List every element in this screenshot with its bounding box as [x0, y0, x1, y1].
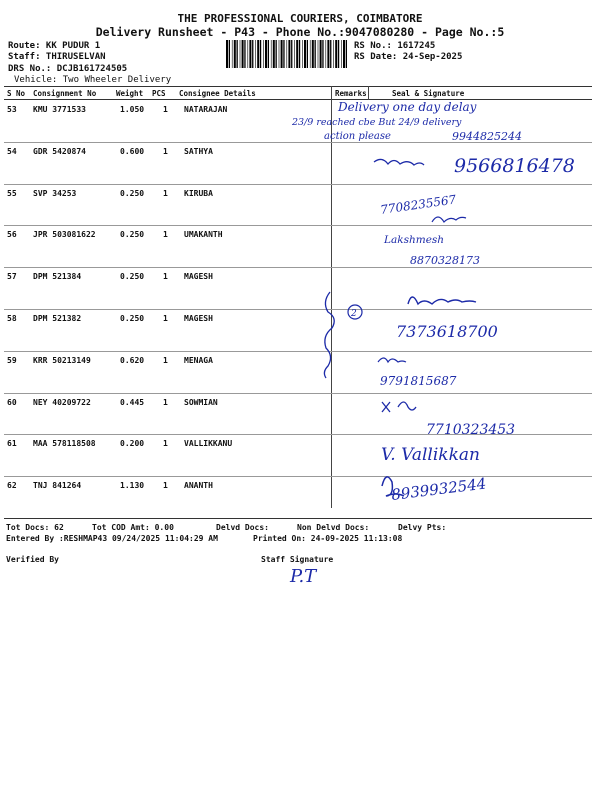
- cell-pcs: 1: [163, 146, 168, 156]
- hw-r61-name: V. Vallikkan: [381, 445, 480, 465]
- cell-consignee: MENAGA: [184, 355, 213, 365]
- cell-consignee: ANANTH: [184, 481, 213, 491]
- rs-date: RS Date: 24-Sep-2025: [354, 52, 463, 62]
- col-consignment: Consignment No: [33, 89, 97, 98]
- cell-weight: 0.250: [120, 230, 145, 240]
- hw-r53-line3: action please: [324, 131, 391, 142]
- non-delivered-docs: Non Delvd Docs:: [297, 523, 370, 532]
- cell-pcs: 1: [163, 355, 168, 365]
- cell-sno: 60: [7, 397, 17, 407]
- cell-pcs: 1: [163, 105, 168, 114]
- cell-consignee: UMAKANTH: [184, 230, 223, 240]
- hw-r60-phone: 7710323453: [426, 422, 516, 438]
- hw-r54-phone: 9566816478: [454, 155, 575, 177]
- cell-sno: 57: [7, 272, 17, 282]
- delivered-docs: Delvd Docs:: [216, 523, 269, 532]
- cell-consignee: SOWMIAN: [184, 397, 218, 407]
- signature-r55: [432, 217, 466, 222]
- col-weight: Weight: [116, 89, 144, 98]
- col-seal-signature: Seal & Signature: [392, 89, 465, 98]
- cell-consignee: MAGESH: [184, 314, 213, 323]
- cell-sno: 58: [7, 314, 17, 323]
- cell-sno: 54: [7, 146, 17, 156]
- hw-r55-phone: 7708235567: [379, 192, 458, 217]
- cell-weight: 0.200: [120, 439, 145, 449]
- tot-cod-amount: Tot COD Amt: 0.00: [92, 523, 174, 532]
- col-sno: S No: [7, 89, 26, 98]
- staff-signature-label: Staff Signature: [261, 555, 334, 564]
- cell-consignee: KIRUBA: [184, 188, 213, 198]
- signature-r59: [378, 358, 406, 362]
- vehicle-label: Vehicle: Two Wheeler Delivery: [14, 75, 172, 85]
- cell-weight: 0.445: [120, 397, 145, 407]
- cell-sno: 53: [7, 105, 17, 114]
- cell-pcs: 1: [163, 188, 168, 198]
- cell-consignment-no: TNJ 841264: [33, 481, 82, 491]
- cell-consignment-no: DPM 521382: [33, 314, 82, 323]
- cell-consignee: SATHYA: [184, 146, 213, 156]
- cell-pcs: 1: [163, 314, 168, 323]
- cell-weight: 0.250: [120, 188, 145, 198]
- hw-r53-line2: 23/9 reached cbe But 24/9 delivery: [292, 117, 462, 128]
- hw-r62-phone: 8939932544: [390, 474, 488, 504]
- hw-r56-phone: 8870328173: [410, 254, 480, 267]
- cell-consignment-no: MAA 578118508: [33, 439, 96, 449]
- signature-r54: [374, 159, 424, 165]
- footer-rule: [4, 518, 592, 519]
- cell-consignment-no: SVP 34253: [33, 188, 77, 198]
- cell-weight: 0.620: [120, 355, 145, 365]
- signature-r58: [408, 297, 476, 304]
- staff-label: Staff: THIRUSELVAN: [8, 52, 106, 62]
- cell-consignment-no: KMU 3771533: [33, 105, 86, 114]
- tot-docs: Tot Docs: 62: [6, 523, 64, 532]
- cell-consignment-no: GDR 5420874: [33, 146, 86, 156]
- printed-on: Printed On: 24-09-2025 11:13:08: [253, 534, 403, 543]
- runsheet-title: Delivery Runsheet - P43 - Phone No.:9047080280 - Page No.:5: [95, 25, 505, 39]
- cell-weight: 0.600: [120, 146, 145, 156]
- cell-sno: 62: [7, 481, 17, 491]
- cell-pcs: 1: [163, 230, 168, 240]
- cell-pcs: 1: [163, 397, 168, 407]
- cell-consignment-no: KRR 50213149: [33, 355, 91, 365]
- signature-r60: [382, 402, 416, 412]
- cell-weight: 0.250: [120, 314, 145, 323]
- cell-consignment-no: DPM 521384: [33, 272, 82, 282]
- drs-label: DRS No.: DCJB161724505: [8, 64, 128, 74]
- cell-consignee: VALLIKKANU: [184, 439, 233, 449]
- delivery-points: Delvy Pts:: [398, 523, 447, 532]
- hw-r59-phone: 9791815687: [380, 374, 457, 388]
- cell-consignment-no: JPR 503081622: [33, 230, 96, 240]
- col-pcs: PCS: [152, 89, 166, 98]
- cell-sno: 55: [7, 188, 17, 198]
- company-title: THE PROFESSIONAL COURIERS, COIMBATORE: [177, 12, 423, 25]
- hw-r53-line1: Delivery one day delay: [338, 100, 477, 114]
- col-remarks: Remarks: [335, 89, 367, 98]
- cell-sno: 56: [7, 230, 17, 240]
- cell-consignment-no: NEY 40209722: [33, 397, 91, 407]
- cell-consignee: MAGESH: [184, 272, 213, 282]
- cell-weight: 1.050: [120, 105, 145, 114]
- bracket-r57-r58: [324, 292, 334, 378]
- count-two: 2: [351, 309, 357, 319]
- cell-pcs: 1: [163, 272, 168, 282]
- hw-r56-name: Lakshmesh: [384, 234, 445, 246]
- cell-sno: 61: [7, 439, 17, 449]
- cell-sno: 59: [7, 355, 17, 365]
- verified-by: Verified By: [6, 555, 59, 564]
- cell-consignee: NATARAJAN: [184, 105, 228, 114]
- cell-weight: 1.130: [120, 481, 145, 491]
- hw-r58-phone: 7373618700: [396, 322, 498, 341]
- entered-by: Entered By :RESHMAP43 09/24/2025 11:04:29 AM: [6, 534, 218, 543]
- hw-staff-signature: P.T: [290, 566, 317, 587]
- cell-pcs: 1: [163, 439, 168, 449]
- rs-number: RS No.: 1617245: [354, 41, 436, 51]
- hw-r53-phone: 9944825244: [452, 130, 522, 143]
- cell-pcs: 1: [163, 481, 168, 491]
- col-consignee: Consignee Details: [179, 89, 256, 98]
- cell-weight: 0.250: [120, 272, 145, 282]
- route-label: Route: KK PUDUR 1: [8, 41, 101, 51]
